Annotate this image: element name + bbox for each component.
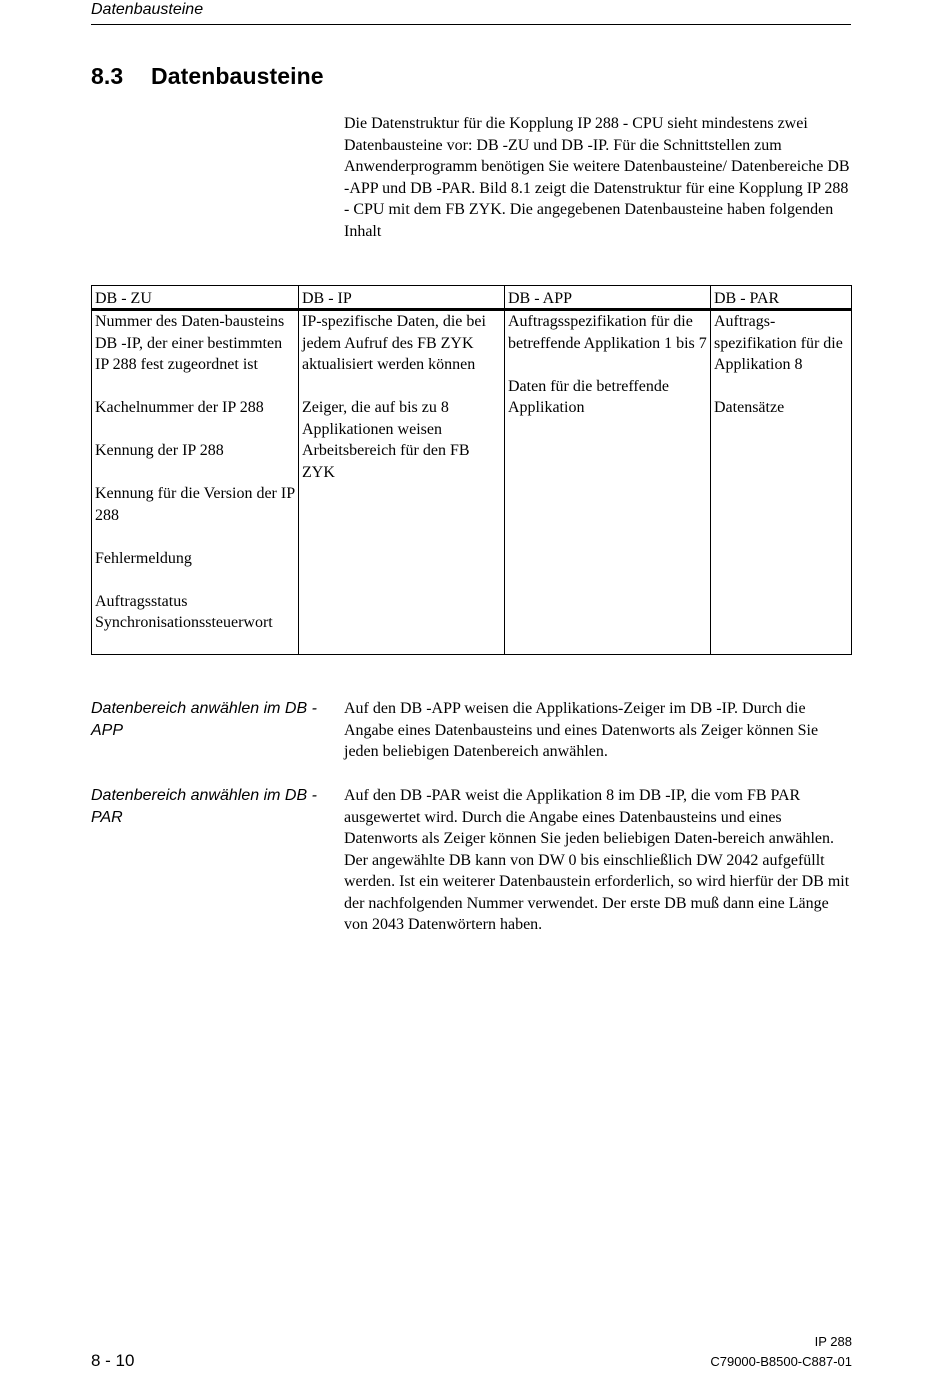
footer-product: IP 288 [814, 1334, 852, 1349]
data-block-table [91, 285, 852, 655]
table-column-db-par [710, 286, 851, 654]
table-cell: Fehlermeldung [95, 549, 192, 567]
subsection-heading-db-app: Datenbereich anwählen im DB - APP [91, 700, 317, 739]
table-cell: Kennung für die Version der IP 288 [95, 485, 295, 524]
running-header: Datenbausteine [91, 1, 204, 18]
table-cell: Auftragsspezifikation für die betreffende Applikation 1 bis 7 [508, 313, 707, 352]
table-cell: Auftrags-spezifikation für die Applikation 8 [714, 313, 843, 373]
section-number: 8.3 [91, 63, 124, 89]
table-header-db-zu: DB - ZU [92, 286, 298, 311]
section-title [91, 60, 324, 92]
table-cell: Nummer des Daten-bausteins DB -IP, der einer bestimmten IP 288 fest zugeordnet ist [95, 313, 285, 373]
section-title-text: Datenbausteine [151, 63, 324, 89]
table-header-db-ip: DB - IP [299, 286, 504, 311]
subsection-text-db-par: Auf den DB -PAR weist die Applikation 8 im DB -IP, die vom FB PAR ausgewertet wird. Durch die Angabe eines Datenbausteins und eines Datenworts als Zeiger können Sie jeden beliebigen Daten-bereich anwählen. Der angewählte DB kann von DW 0 bis einschließlich DW 2042 aufgefüllt werden. Ist ein weiterer Datenbaustein erforderlich, so wird hierfür der DB mit der nachfolgenden Nummer verwendet. Der erste DB muß dann eine Länge von 2043 Datenwörtern haben. [344, 787, 850, 933]
table-column-db-zu [92, 286, 298, 654]
subsection-text-db-app: Auf den DB -APP weisen die Applikations-Zeiger im DB -IP. Durch die Angabe eines Datenbausteins und eines Datenworts als Zeiger können Sie jeden beliebigen Datenbereich anwählen. [344, 700, 819, 760]
footer-page-number: 8 - 10 [91, 1351, 135, 1370]
table-cell: Kennung der IP 288 [95, 442, 224, 459]
table-column-db-app [504, 286, 710, 654]
table-header-db-app: DB - APP [505, 286, 710, 311]
table-cell: Datensätze [714, 399, 785, 416]
intro-paragraph: Die Datenstruktur für die Kopplung IP 288 - CPU sieht mindestens zwei Datenbausteine vor: DB -ZU und DB -IP. Für die Schnittstellen zum Anwenderprogramm benötigen Sie weitere Datenbausteine/ Datenbereiche DB -APP und DB -PAR. Bild 8.1 zeigt die Datenstruktur für eine Kopplung IP 288 - CPU mit dem FB ZYK. Die angegebenen Datenbausteine haben folgenden Inhalt [344, 115, 850, 240]
footer-order-number: C79000-B8500-C887-01 [710, 1354, 852, 1369]
table-cell: Daten für die betreffende Applikation [508, 377, 669, 416]
table-cell: Zeiger, die auf bis zu 8 Applikationen weisen Arbeitsbereich für den FB ZYK [302, 399, 470, 481]
table-cell: Auftragsstatus Synchronisationssteuerwort [95, 592, 273, 631]
header-rule [91, 24, 851, 25]
table-cell: IP-spezifische Daten, die bei jedem Aufruf des FB ZYK aktualisiert werden können [302, 313, 486, 373]
table-header-db-par: DB - PAR [711, 286, 851, 311]
table-column-db-ip [298, 286, 504, 654]
subsection-heading-db-par: Datenbereich anwählen im DB - PAR [91, 787, 317, 826]
table-cell: Kachelnummer der IP 288 [95, 399, 264, 416]
